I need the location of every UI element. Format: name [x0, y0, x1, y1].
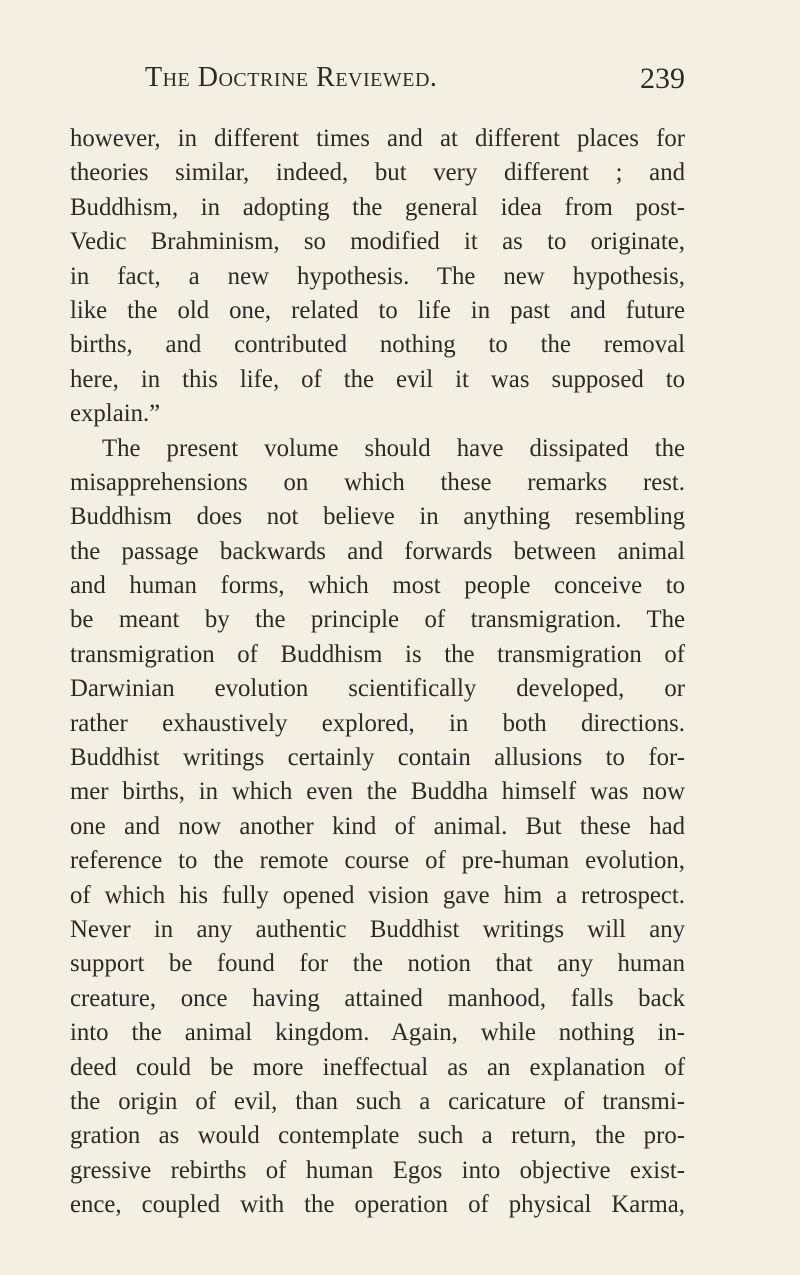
text-line: and human forms, which most people conceive to — [70, 572, 685, 600]
text-line: deed could be more ineffectual as an explanation of — [70, 1053, 685, 1081]
text-line: Darwinian evolution scientifically developed, or — [70, 675, 685, 703]
text-line: be meant by the principle of transmigration. The — [70, 606, 685, 634]
text-line: Buddhist writings certainly contain allusions to for- — [70, 744, 685, 772]
text-line: Buddhism, in adopting the general idea from post- — [70, 193, 685, 221]
text-line: The present volume should have dissipated the — [102, 434, 685, 462]
text-line: gressive rebirths of human Egos into objective exist- — [70, 1156, 685, 1184]
text-line: ence, coupled with the operation of physical Karma, — [70, 1191, 685, 1219]
body-text — [70, 122, 685, 1223]
text-line: misapprehensions on which these remarks rest. — [70, 468, 685, 496]
text-line: like the old one, related to life in past and future — [70, 296, 685, 324]
running-title: The Doctrine Reviewed. — [145, 62, 438, 93]
text-line: gration as would contemplate such a return, the pro- — [70, 1122, 685, 1150]
text-line: one and now another kind of animal. But these had — [70, 812, 685, 840]
text-line: Never in any authentic Buddhist writings will any — [70, 915, 685, 943]
text-line: however, in different times and at different places for — [70, 125, 685, 152]
text-line: here, in this life, of the evil it was supposed to — [70, 365, 685, 393]
text-line: explain.” — [70, 400, 161, 428]
text-line: creature, once having attained manhood, falls back — [70, 984, 685, 1012]
text-line: the origin of evil, than such a caricature of transmi- — [70, 1087, 685, 1115]
page-number: 239 — [640, 62, 685, 95]
running-head — [145, 62, 685, 102]
text-line: births, and contributed nothing to the removal — [70, 331, 685, 359]
text-line: rather exhaustively explored, in both directions. — [70, 709, 685, 737]
text-line: mer births, in which even the Buddha himself was now — [70, 778, 685, 806]
text-line: Buddhism does not believe in anything resembling — [70, 503, 685, 531]
text-line: into the animal kingdom. Again, while nothing in- — [70, 1019, 685, 1047]
text-line: theories similar, indeed, but very different ; and — [70, 159, 685, 187]
text-line: transmigration of Buddhism is the transmigration of — [70, 640, 685, 668]
text-line: the passage backwards and forwards between animal — [70, 537, 685, 565]
text-line: Vedic Brahminism, so modified it as to originate, — [70, 228, 685, 256]
text-line: support be found for the notion that any human — [70, 950, 685, 978]
text-line: of which his fully opened vision gave him a retrospect. — [70, 881, 685, 909]
text-line: reference to the remote course of pre-human evolution, — [70, 847, 685, 875]
text-line: in fact, a new hypothesis. The new hypothesis, — [70, 262, 685, 290]
